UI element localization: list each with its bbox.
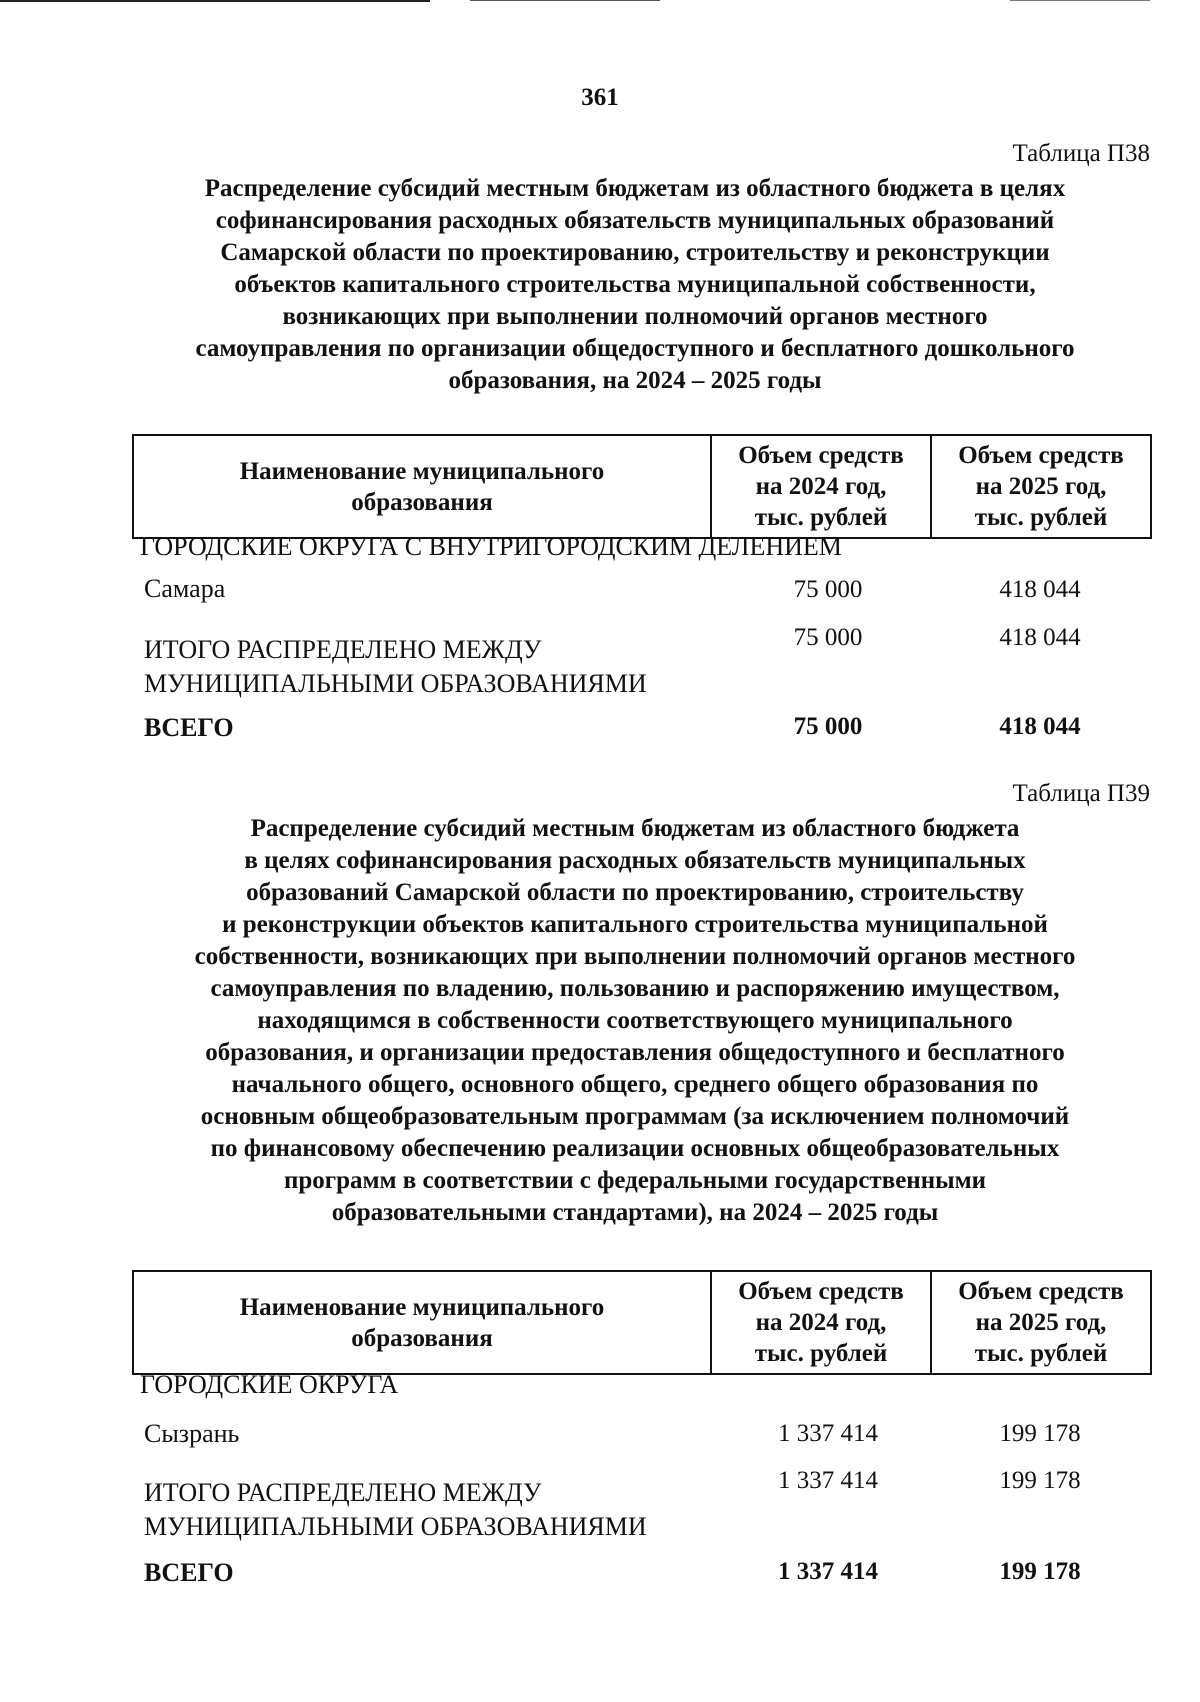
row-value-2024: 75 000 bbox=[793, 624, 863, 651]
header-2025-column: Объем средств на 2025 год, тыс. рублей bbox=[931, 1271, 1151, 1374]
row-value-2025: 199 178 bbox=[999, 1420, 1081, 1447]
row-name: ИТОГО РАСПРЕДЕЛЕНО МЕЖДУ МУНИЦИПАЛЬНЫМИ ОБРАЗОВАНИЯМИ bbox=[144, 1478, 647, 1541]
row-value-2025: 418 044 bbox=[999, 576, 1081, 603]
total-value-2024: 1 337 414 bbox=[778, 1558, 878, 1585]
header-2024-column: Объем средств на 2024 год, тыс. рублей bbox=[711, 1271, 931, 1374]
group-heading: ГОРОДСКИЕ ОКРУГА С ВНУТРИГОРОДСКИМ ДЕЛЕНИЕМ bbox=[140, 532, 842, 561]
total-value-2025: 199 178 bbox=[999, 1558, 1081, 1585]
total-value-2024: 75 000 bbox=[793, 713, 863, 740]
total-value-2025: 418 044 bbox=[999, 713, 1081, 740]
row-name: Сызрань bbox=[144, 1419, 240, 1448]
table-header bbox=[132, 1270, 1152, 1375]
scan-edge-line bbox=[0, 0, 430, 2]
header-2025-column: Объем средств на 2025 год, тыс. рублей bbox=[931, 435, 1151, 538]
header-name-column: Наименование муниципального образования bbox=[133, 435, 711, 538]
table-label: Таблица П38 bbox=[1012, 140, 1150, 167]
row-value-2024: 75 000 bbox=[793, 576, 863, 603]
header-2024-column: Объем средств на 2024 год, тыс. рублей bbox=[711, 435, 931, 538]
header-name-column: Наименование муниципального образования bbox=[133, 1271, 711, 1374]
total-row-name: ВСЕГО bbox=[144, 1558, 234, 1587]
row-value-2025: 199 178 bbox=[999, 1467, 1081, 1494]
total-row-name: ВСЕГО bbox=[144, 713, 234, 742]
scan-edge-line bbox=[1010, 0, 1150, 1]
table-label: Таблица П39 bbox=[1012, 780, 1150, 807]
scan-edge-line bbox=[470, 0, 660, 1]
row-value-2024: 1 337 414 bbox=[778, 1467, 878, 1494]
table-title: Распределение субсидий местным бюджетам из областного бюджета в целях софинансирования расходных обязательств муниципальных образований Самарской области по проектированию, строительству и реконструкции объектов капитального строительства муниципальной собственности, возникающих при выполнении полномочий органов местного самоуправления по организации общедоступного и бесплатного дошкольного образования, на 2024 – 2025 годы bbox=[195, 175, 1075, 394]
table-title: Распределение субсидий местным бюджетам из областного бюджета в целях софинансирования расходных обязательств муниципальных образований Самарской области по проектированию, строительству и реконструкции объектов капитального строительства муниципальной собственности, возникающих при выполнении полномочий органов местного самоуправления по владению, пользованию и распоряжению имуществом, находящимся в собственности соответствующего муниципального образования, и организации предоставления общедоступного и бесплатного начального общего, основного общего, среднего общего образования по основным общеобразовательным программам (за исключением полномочий по финансовому обеспечению реализации основных общеобразовательных программ в соответствии с федеральными государственными образовательными стандартами), на 2024 – 2025 годы bbox=[194, 815, 1076, 1226]
row-value-2025: 418 044 bbox=[999, 624, 1081, 651]
group-heading: ГОРОДСКИЕ ОКРУГА bbox=[140, 1370, 399, 1399]
row-name: Самара bbox=[144, 574, 226, 603]
table-header bbox=[132, 434, 1152, 539]
row-value-2024: 1 337 414 bbox=[778, 1420, 878, 1447]
page-number: 361 bbox=[581, 84, 619, 111]
row-name: ИТОГО РАСПРЕДЕЛЕНО МЕЖДУ МУНИЦИПАЛЬНЫМИ ОБРАЗОВАНИЯМИ bbox=[144, 635, 647, 698]
